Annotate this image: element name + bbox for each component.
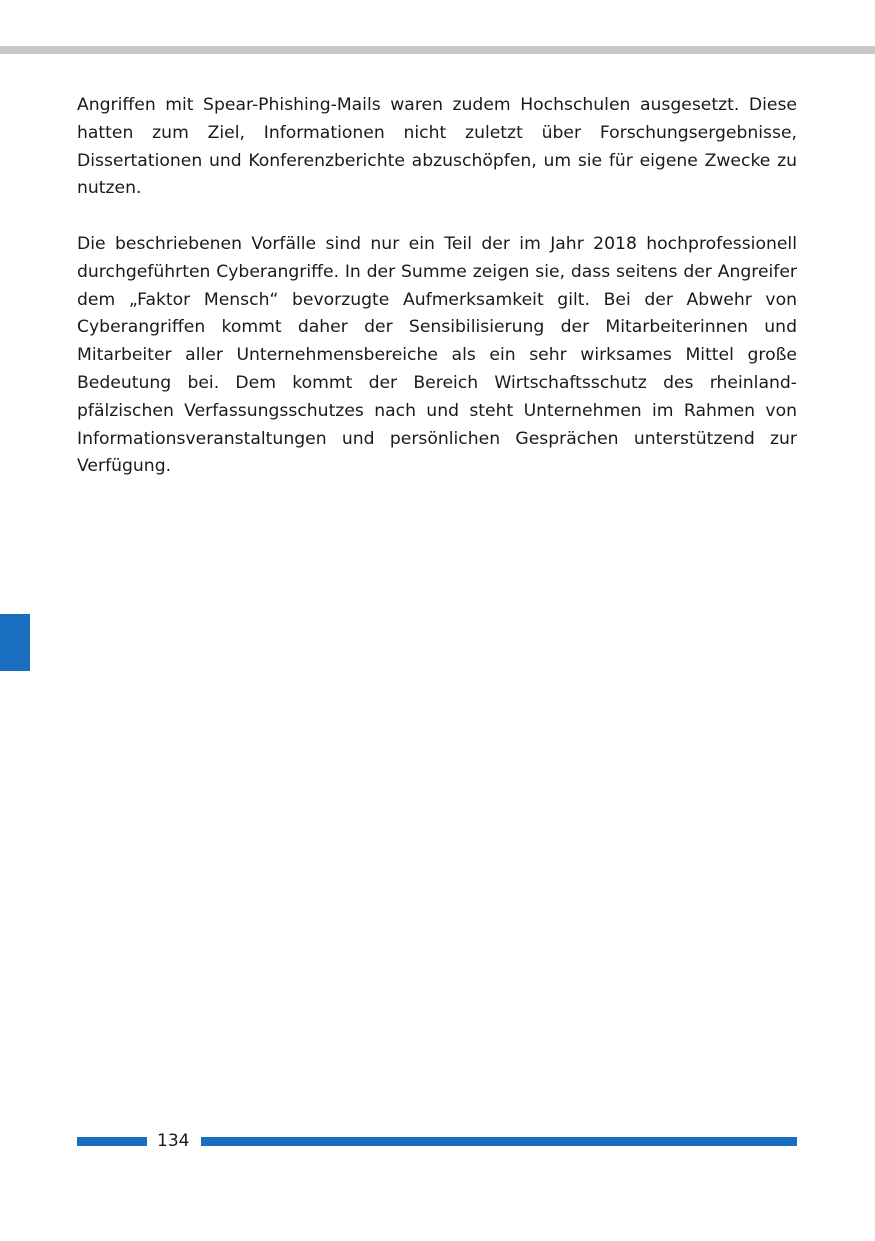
page-footer [77,1128,797,1154]
footer-bar-left [77,1137,147,1146]
page-number: 134 [157,1131,190,1151]
paragraph-2: Die beschriebenen Vorfälle sind nur ein Teil der im Jahr 2018 hochprofessionell durchgeführten Cyberangriffe. In der Summe zeigen sie, dass seitens der Angreifer dem „Faktor Mensch“ bevorzugte Aufmerksamkeit gilt. Bei der Abwehr von Cyberangriffen kommt daher der Sensibilisierung der Mitarbeiterinnen und Mitarbeiter aller Unternehmensbereiche als ein sehr wirksames Mittel große Bedeutung bei. Dem kommt der Bereich Wirtschaftsschutz des rheinland-pfälzischen Verfassungsschutzes nach und steht Unternehmen im Rahmen von Informationsveranstaltungen und persönlichen Gesprächen unterstützend zur Verfügung. [77,233,797,477]
chapter-tab-marker [0,614,30,671]
footer-bar-right [201,1137,797,1146]
paragraph-1: Angriffen mit Spear-Phishing-Mails waren zudem Hochschulen ausgesetzt. Diese hatten zum Ziel, Informationen nicht zuletzt über Forschungsergebnisse, Dissertationen und Konferenzberichte abzuschöpfen, um sie für eigene Zwecke zu nutzen. [77,95,797,199]
body-text [77,92,797,481]
top-rule [0,46,875,54]
